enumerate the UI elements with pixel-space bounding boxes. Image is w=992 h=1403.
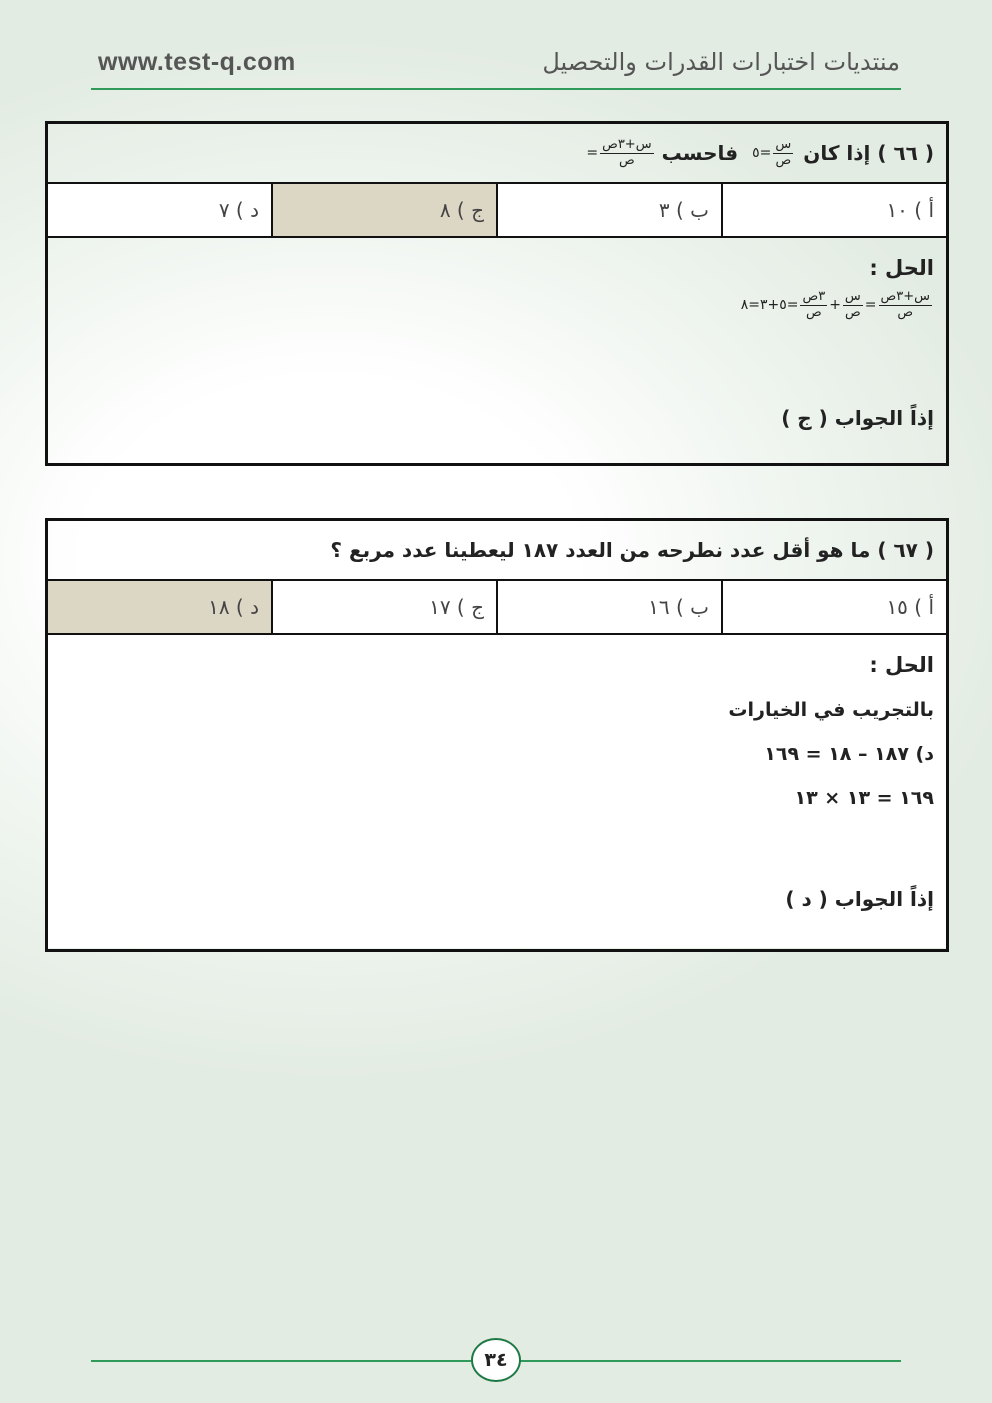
q66-option-a[interactable]: أ ) ١٠: [721, 184, 946, 236]
question-67-text: ( ٦٧ ) ما هو أقل عدد نطرحه من العدد ١٨٧ ليعطينا عدد مربع ؟: [48, 521, 946, 581]
q66-target-eq: =: [586, 145, 599, 161]
header-title: منتديات اختبارات القدرات والتحصيل: [542, 48, 900, 76]
site-url: www.test-q.com: [98, 48, 296, 76]
q67-option-c[interactable]: ج ) ١٧: [271, 581, 496, 633]
page-number: ٣٤: [471, 1338, 521, 1382]
q66-prefix: ( ٦٦ ) إذا كان: [803, 141, 934, 165]
q66-answer: إذاً الجواب ( ج ): [781, 406, 934, 430]
q66-option-d[interactable]: د ) ٧: [48, 184, 271, 236]
q67-option-a[interactable]: أ ) ١٥: [721, 581, 946, 633]
q66-option-c[interactable]: ج ) ٨: [271, 184, 496, 236]
q67-options: [48, 581, 946, 635]
q66-given-fraction: $\frac{\text{س}}{\text{ص}}$: [775, 136, 792, 168]
q66-target-fraction: $\frac{\text{س+٣ص}}{\text{ص}}$: [602, 136, 652, 168]
question-66-text: [48, 124, 946, 184]
question-67-box: [45, 518, 949, 952]
q67-solution-heading: الحل :: [869, 653, 934, 677]
question-66-box: [45, 121, 949, 466]
q66-option-b[interactable]: ب ) ٣: [496, 184, 721, 236]
q66-solution: [48, 238, 946, 461]
q67-answer: إذاً الجواب ( د ): [785, 887, 934, 911]
q67-solution: [48, 635, 946, 948]
q66-solution-equation: $\frac{\text{س+٣ص}}{\text{ص}}$ = $\frac{\text{س}}{\text{ص}}$ + $\frac{\text{٣ص}}{\text{ص}}$ =٥+٣=٨: [740, 289, 930, 320]
q67-option-b[interactable]: ب ) ١٦: [496, 581, 721, 633]
q67-solution-line-3: ١٦٩ = ١٣ × ١٣: [794, 787, 934, 809]
q67-solution-line-1: بالتجريب في الخيارات: [728, 699, 934, 721]
header-divider: [91, 88, 901, 90]
q67-option-d[interactable]: د ) ١٨: [48, 581, 271, 633]
q67-solution-line-2: د) ١٨٧ – ١٨ = ١٦٩: [764, 743, 934, 765]
q66-given-rhs: =٥: [752, 145, 772, 161]
footer-line-right: [518, 1360, 901, 1362]
q66-solution-heading: الحل :: [869, 256, 934, 280]
q66-mid: فاحسب: [661, 141, 739, 165]
footer-line-left: [91, 1360, 471, 1362]
q66-options: [48, 184, 946, 238]
